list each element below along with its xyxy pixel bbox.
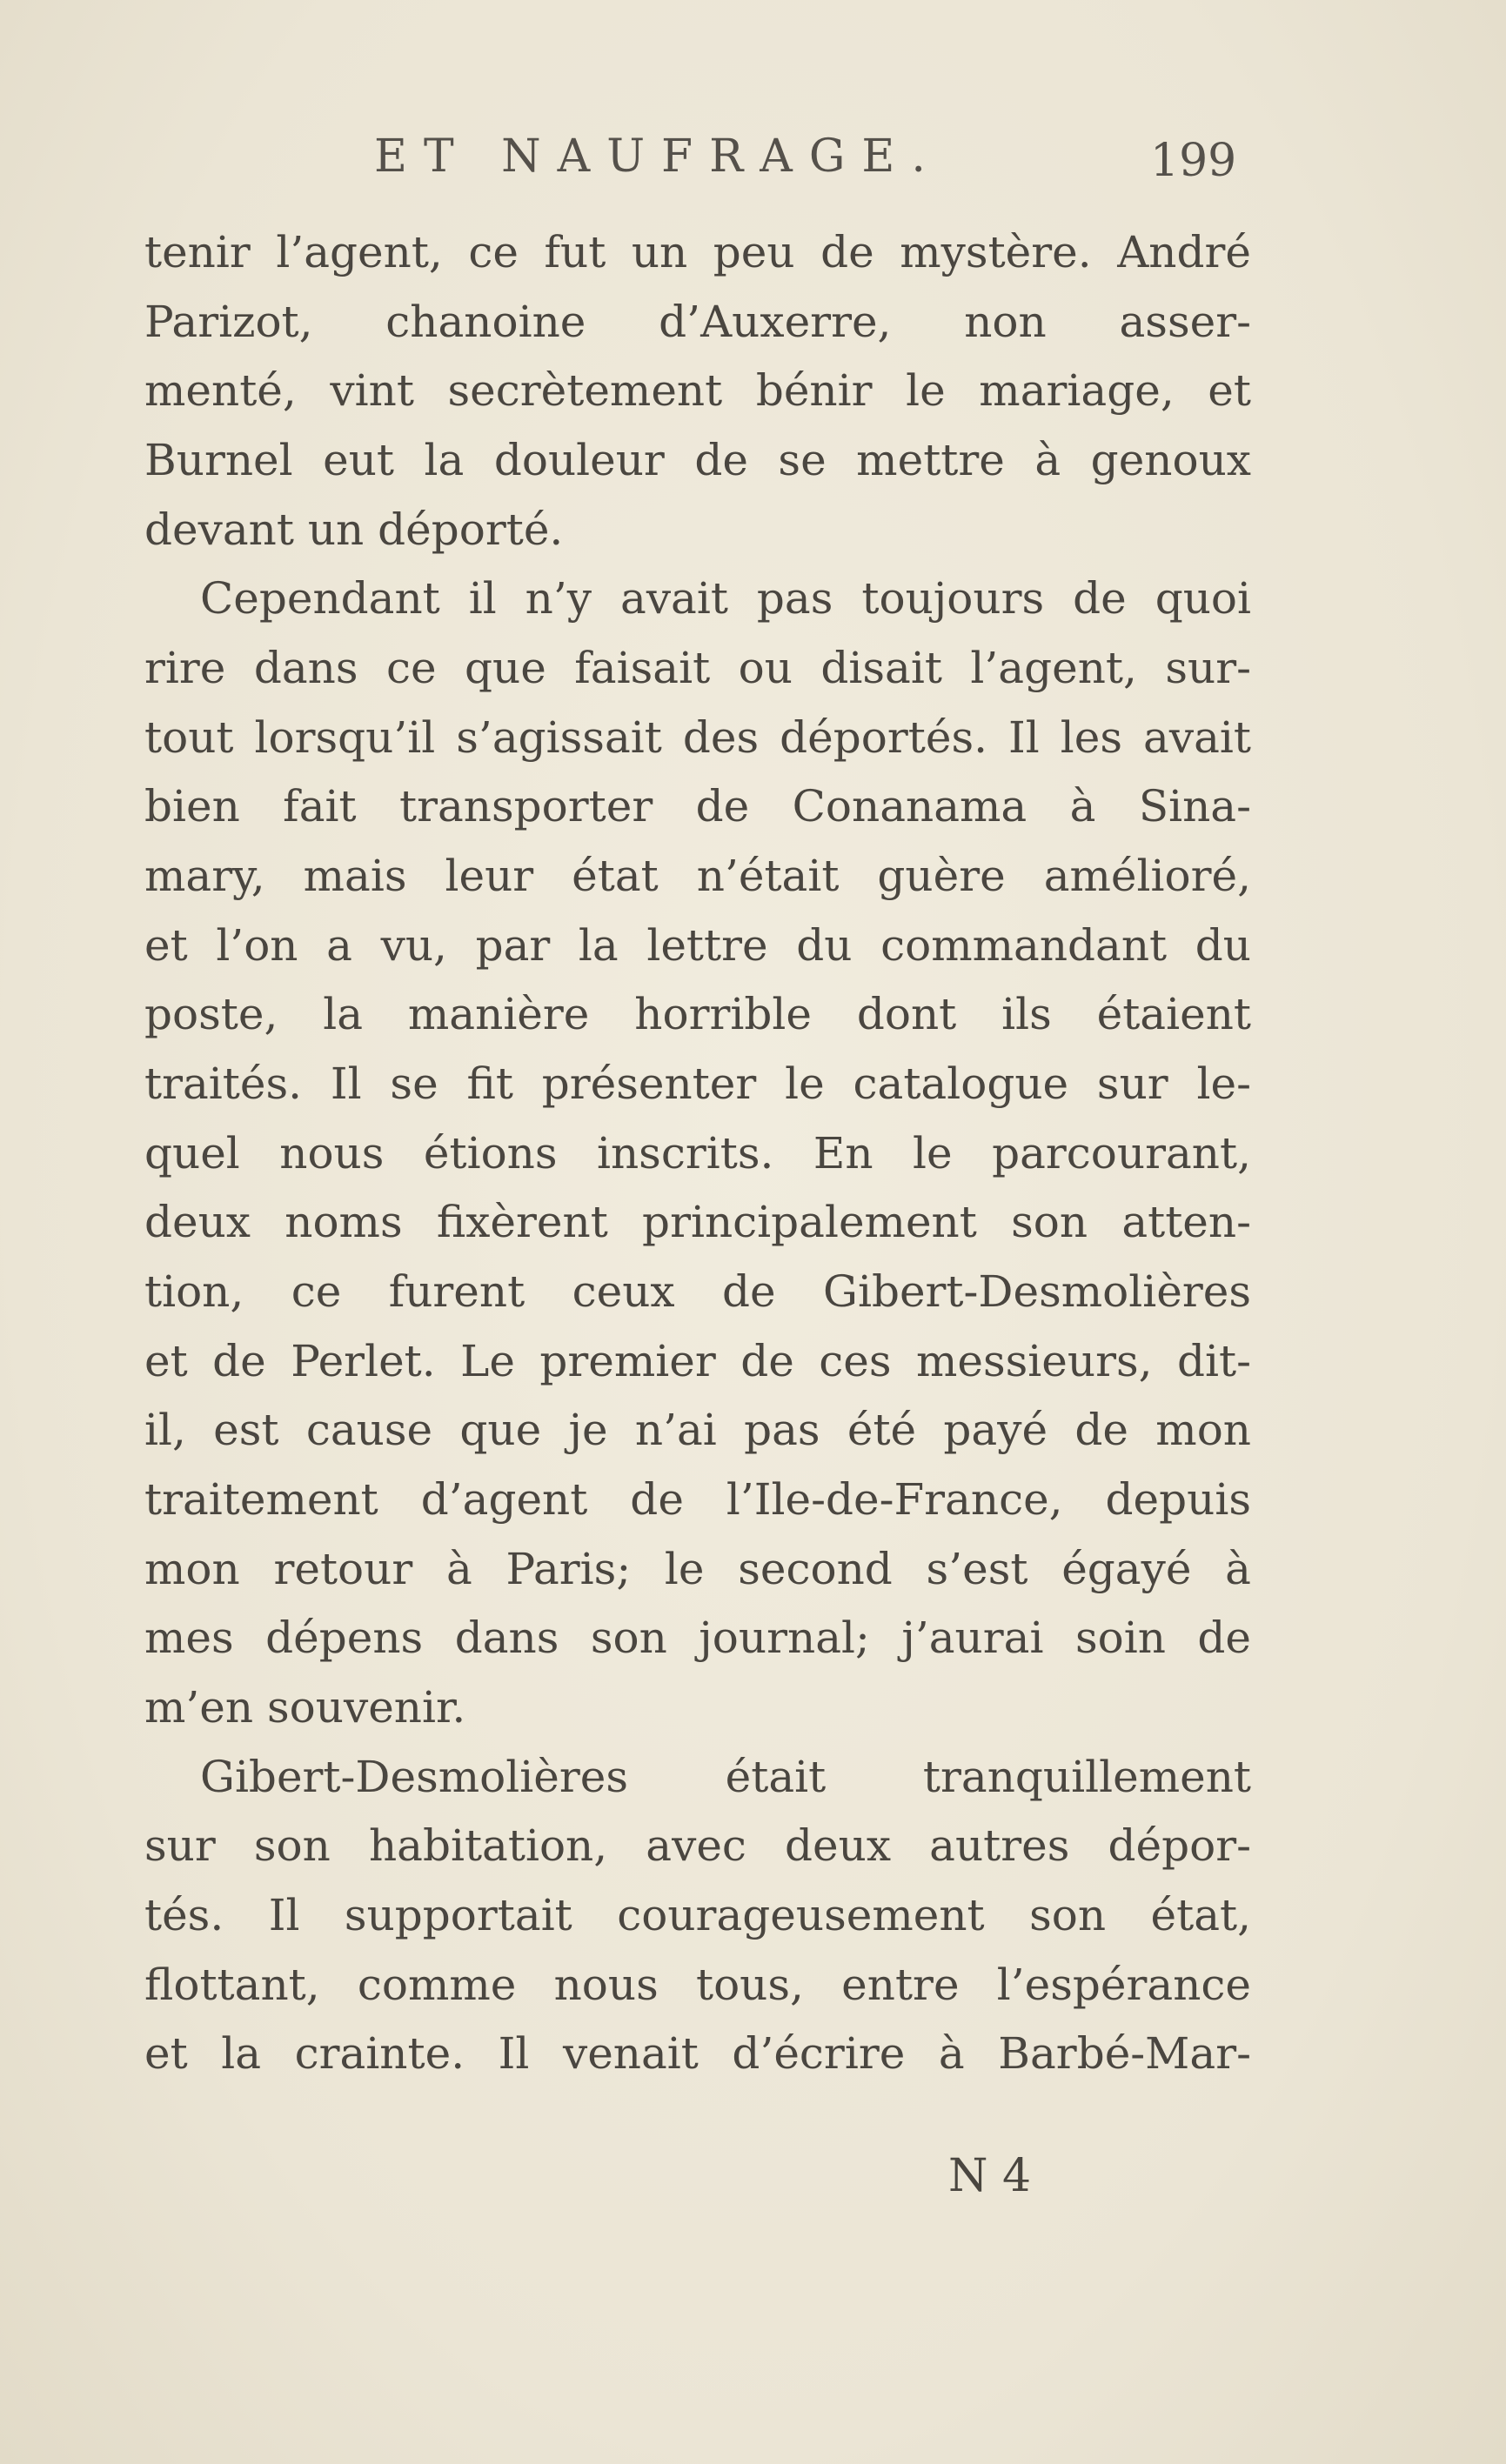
text-line: mon retour à Paris; le second s’est égayé à (144, 1544, 1251, 1594)
text-line: et la crainte. Il venait d’écrire à Barbé-Mar- (144, 2028, 1251, 2079)
text-line: Parizot, chanoine d’Auxerre, non asser- (144, 297, 1251, 347)
text-line: mary, mais leur état n’était guère amélioré, (144, 851, 1251, 901)
text-line: flottant, comme nous tous, entre l’espérance (144, 1960, 1251, 2010)
paragraph-first-line: Gibert-Desmolières était tranquillement (200, 1752, 1251, 1802)
text-line: tés. Il supportait courageusement son état, (144, 1890, 1251, 1940)
page-number: 199 (1150, 135, 1237, 187)
text-line: traitement d’agent de l’Ile-de-France, depuis (144, 1474, 1251, 1525)
text-line: devant un déporté. (144, 504, 564, 555)
text-line: tenir l’agent, ce fut un peu de mystère. André (144, 227, 1251, 277)
text-line: sur son habitation, avec deux autres dépor- (144, 1820, 1251, 1871)
text-line: deux noms fixèrent principalement son atten- (144, 1197, 1251, 1247)
text-line: menté, vint secrètement bénir le mariage, et (144, 365, 1251, 416)
text-line: rire dans ce que faisait ou disait l’agent, sur- (144, 643, 1251, 693)
paragraph-first-line: Cependant il n’y avait pas toujours de quoi (200, 573, 1251, 624)
text-line: poste, la manière horrible dont ils étaient (144, 989, 1251, 1039)
text-line: bien fait transporter de Conanama à Sina- (144, 781, 1251, 831)
text-line: tout lorsqu’il s’agissait des déportés. Il les avait (144, 712, 1251, 763)
text-line: mes dépens dans son journal; j’aurai soin de (144, 1613, 1251, 1663)
text-line: quel nous étions inscrits. En le parcourant, (144, 1128, 1251, 1179)
text-line: et l’on a vu, par la lettre du commandant du (144, 920, 1251, 971)
running-head-title: ET NAUFRAGE. (374, 130, 942, 183)
text-line: et de Perlet. Le premier de ces messieurs, dit- (144, 1336, 1251, 1386)
signature-mark: N 4 (948, 2150, 1032, 2202)
text-line: traités. Il se fit présenter le catalogue sur le- (144, 1058, 1251, 1109)
text-line: il, est cause que je n’ai pas été payé de mon (144, 1405, 1251, 1455)
text-line: tion, ce furent ceux de Gibert-Desmolières (144, 1266, 1251, 1317)
text-line: m’en souvenir. (144, 1682, 466, 1733)
text-line: Burnel eut la douleur de se mettre à genoux (144, 435, 1251, 485)
